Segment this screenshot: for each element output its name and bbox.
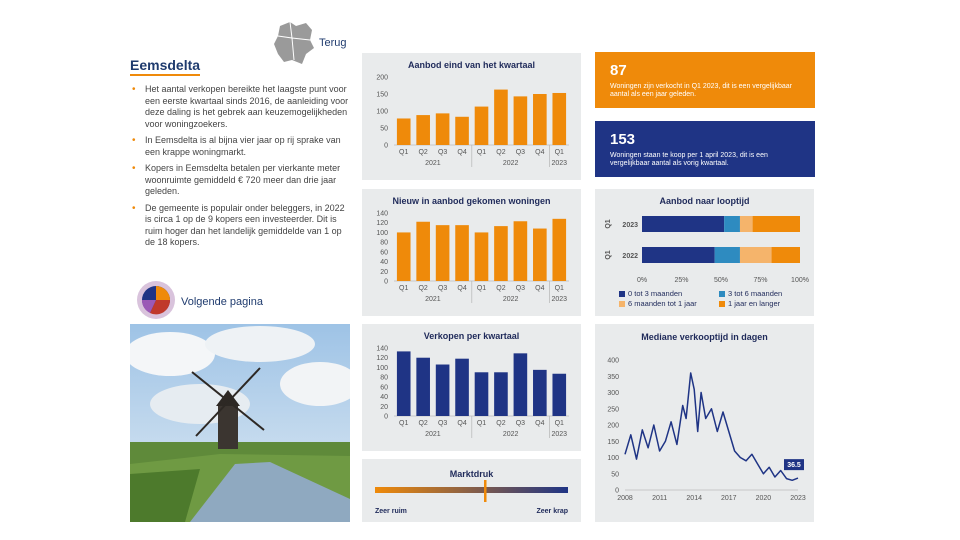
bar bbox=[514, 353, 528, 416]
year-label: 2021 bbox=[425, 296, 441, 303]
x-tick-label: 2020 bbox=[755, 495, 772, 502]
chart-title: Mediane verkooptijd in dagen bbox=[641, 332, 768, 342]
y-tick-label: 0 bbox=[384, 413, 388, 421]
last-value-label: 36.5 bbox=[787, 462, 801, 470]
bar bbox=[397, 351, 411, 416]
sale-time-line-chart bbox=[595, 324, 814, 522]
y-tick-label: 250 bbox=[607, 406, 619, 414]
x-tick-label: Q2 bbox=[496, 149, 506, 156]
x-tick-label: 2011 bbox=[652, 495, 668, 502]
stacked-bar-segment bbox=[642, 216, 724, 232]
x-tick-label: 25% bbox=[674, 277, 689, 284]
year-label: 2023 bbox=[551, 160, 568, 167]
x-tick-label: 100% bbox=[791, 277, 809, 284]
y-tick-label: 0 bbox=[615, 487, 619, 495]
sale-time-chart-panel bbox=[595, 324, 814, 522]
x-tick-label: 50% bbox=[713, 277, 729, 284]
stacked-bar-segment bbox=[740, 216, 753, 232]
y-tick-label: 120 bbox=[376, 220, 388, 228]
y-tick-label: 50 bbox=[380, 125, 388, 133]
legend-item: 1 jaar en langer bbox=[719, 299, 780, 308]
x-tick-label: Q1 bbox=[476, 149, 487, 156]
bar bbox=[475, 372, 489, 416]
duration-chart-panel bbox=[595, 189, 814, 316]
stacked-bar-segment bbox=[715, 247, 740, 263]
summary-bullet: • De gemeente is populair onder beleggers, in 2022 is circa 1 op de 9 kopers een investeerder. Dit is ruim hoger dan het landelijk gemiddelde van 1 op de 18 kopers. bbox=[130, 203, 350, 249]
legend-item: 6 maanden tot 1 jaar bbox=[619, 299, 697, 308]
y-tick-label: 20 bbox=[380, 403, 388, 411]
y-tick-label: 100 bbox=[376, 364, 388, 372]
x-tick-label: Q1 bbox=[554, 149, 564, 156]
x-tick-label: Q1 bbox=[554, 420, 564, 427]
bar bbox=[416, 358, 430, 416]
x-tick-label: Q1 bbox=[554, 285, 564, 292]
chart-title: Aanbod eind van het kwartaal bbox=[407, 60, 536, 70]
bar bbox=[514, 221, 528, 281]
x-tick-label: 2017 bbox=[721, 495, 737, 502]
next-page-pie-icon[interactable] bbox=[136, 280, 176, 320]
offer-bar-chart bbox=[362, 53, 581, 180]
bar bbox=[397, 232, 411, 281]
y-tick-label: 150 bbox=[376, 91, 388, 99]
year-label: 2023 bbox=[551, 296, 568, 303]
offer-chart-panel bbox=[362, 53, 581, 180]
new-listings-bar-chart bbox=[362, 189, 581, 316]
bar bbox=[416, 115, 430, 145]
x-tick-label: Q4 bbox=[457, 420, 467, 427]
y-tick-label: 50 bbox=[611, 471, 619, 479]
x-tick-label: 75% bbox=[753, 277, 768, 284]
y-tick-label: 200 bbox=[376, 74, 388, 82]
x-tick-label: Q1 bbox=[476, 285, 487, 292]
next-page-link[interactable]: Volgende pagina bbox=[181, 296, 263, 308]
stacked-bar-segment bbox=[753, 216, 800, 232]
y-tick-label: 100 bbox=[607, 455, 619, 462]
kpi-text: Woningen zijn verkocht in Q1 2023, dit is een vergelijkbaar aantal als een jaar geleden. bbox=[610, 83, 792, 98]
chart-title: Nieuw in aanbod gekomen woningen bbox=[392, 196, 551, 206]
y-tick-label: 40 bbox=[380, 259, 388, 267]
y-tick-label: 350 bbox=[607, 373, 619, 381]
y-tick-label: 400 bbox=[607, 357, 619, 365]
y-tick-label: 60 bbox=[380, 384, 388, 392]
kpi-text: Woningen staan te koop per 1 april 2023, dit is een vergelijkbaar aantal als vorig kwartaal. bbox=[610, 152, 768, 167]
province-map-icon[interactable] bbox=[272, 20, 316, 66]
kpi-value: 87 bbox=[610, 62, 627, 79]
year-label: 2022 bbox=[502, 160, 519, 167]
bar bbox=[552, 219, 566, 281]
year-label: 2022 bbox=[502, 431, 519, 438]
kpi-value: 153 bbox=[610, 131, 636, 148]
year-label: 2023 bbox=[551, 431, 568, 438]
y-tick-label: 60 bbox=[380, 249, 388, 257]
x-tick-label: Q3 bbox=[515, 285, 526, 292]
summary-list bbox=[130, 84, 350, 254]
new-listings-chart-panel bbox=[362, 189, 581, 316]
gauge-marker bbox=[484, 480, 487, 502]
x-tick-label: Q2 bbox=[418, 420, 428, 427]
title-underline bbox=[130, 74, 200, 76]
bar bbox=[416, 222, 430, 281]
x-tick-label: Q4 bbox=[457, 149, 467, 156]
sales-chart-panel bbox=[362, 324, 581, 451]
y-tick-label: 140 bbox=[376, 345, 388, 353]
y-tick-label: 80 bbox=[380, 374, 388, 382]
category-label: 2023 bbox=[622, 222, 638, 229]
gauge-min-label: Zeer ruim bbox=[375, 508, 407, 515]
x-tick-label: 2023 bbox=[790, 495, 806, 502]
stacked-bar-segment bbox=[724, 216, 740, 232]
bar bbox=[455, 117, 469, 145]
market-pressure-gauge bbox=[362, 459, 581, 522]
bar bbox=[455, 225, 469, 281]
x-tick-label: Q3 bbox=[515, 420, 526, 427]
bar bbox=[533, 94, 547, 145]
back-link[interactable]: Terug bbox=[319, 37, 347, 49]
x-tick-label: Q3 bbox=[437, 285, 448, 292]
gauge-title: Marktdruk bbox=[449, 469, 494, 479]
x-tick-label: Q3 bbox=[515, 149, 526, 156]
summary-bullet: • Het aantal verkopen bereikte het laagste punt voor een eerste kwartaal sinds 2016, de aanleiding voor deze daling is het gebrek aan keuzemogelijkheden voor woningzoekers. bbox=[130, 84, 350, 130]
y-tick-label: 150 bbox=[607, 438, 619, 446]
x-tick-label: 2008 bbox=[617, 495, 633, 502]
y-tick-label: 120 bbox=[376, 355, 388, 363]
bar bbox=[475, 107, 489, 145]
bar bbox=[494, 90, 508, 145]
x-tick-label: Q4 bbox=[535, 285, 545, 292]
x-tick-label: Q1 bbox=[476, 420, 487, 427]
bar bbox=[494, 372, 508, 416]
chart-title: Aanbod naar looptijd bbox=[659, 196, 750, 206]
market-pressure-panel bbox=[362, 459, 581, 522]
x-tick-label: Q1 bbox=[399, 149, 409, 156]
x-tick-label: Q4 bbox=[535, 149, 545, 156]
gauge-max-label: Zeer krap bbox=[536, 508, 568, 515]
x-tick-label: 2014 bbox=[686, 495, 702, 502]
x-tick-label: Q2 bbox=[418, 285, 428, 292]
x-tick-label: Q2 bbox=[418, 149, 428, 156]
category-label: 2022 bbox=[622, 253, 638, 260]
bar bbox=[436, 225, 450, 281]
y-tick-label: 20 bbox=[380, 268, 388, 276]
group-label: Q1 bbox=[605, 219, 612, 229]
legend-item: 0 tot 3 maanden bbox=[619, 289, 682, 298]
stacked-bar-segment bbox=[772, 247, 800, 263]
x-tick-label: Q2 bbox=[496, 420, 506, 427]
series-line bbox=[625, 373, 798, 480]
bar bbox=[533, 370, 547, 416]
y-tick-label: 200 bbox=[607, 422, 619, 430]
y-tick-label: 0 bbox=[384, 142, 388, 150]
kpi-for-sale bbox=[595, 121, 815, 177]
bar bbox=[494, 226, 508, 281]
year-label: 2021 bbox=[425, 431, 441, 438]
stacked-bar-segment bbox=[740, 247, 772, 263]
stacked-bar-segment bbox=[642, 247, 715, 263]
x-tick-label: Q4 bbox=[535, 420, 545, 427]
x-tick-label: Q1 bbox=[399, 420, 409, 427]
chart-title: Verkopen per kwartaal bbox=[423, 331, 520, 341]
bar bbox=[436, 113, 450, 145]
summary-bullet: • Kopers in Eemsdelta betalen per vierkante meter woonruimte gemiddeld € 720 meer dan drie jaar geleden. bbox=[130, 163, 350, 198]
y-tick-label: 100 bbox=[376, 229, 388, 237]
bar bbox=[455, 359, 469, 416]
gauge-bar bbox=[375, 487, 568, 493]
bar bbox=[552, 93, 566, 145]
sales-bar-chart bbox=[362, 324, 581, 451]
bar bbox=[514, 96, 528, 145]
x-tick-label: Q3 bbox=[437, 149, 448, 156]
bar bbox=[475, 232, 489, 281]
kpi-sales bbox=[595, 52, 815, 108]
bar bbox=[552, 374, 566, 416]
y-tick-label: 300 bbox=[607, 390, 619, 397]
y-tick-label: 100 bbox=[376, 108, 388, 116]
bar bbox=[533, 229, 547, 281]
x-tick-label: Q1 bbox=[399, 285, 409, 292]
x-tick-label: 0% bbox=[636, 277, 648, 284]
x-tick-label: Q3 bbox=[437, 420, 448, 427]
y-tick-label: 0 bbox=[384, 278, 388, 286]
group-label: Q1 bbox=[605, 250, 612, 260]
bar bbox=[436, 365, 450, 416]
y-tick-label: 40 bbox=[380, 394, 388, 402]
summary-bullet: • In Eemsdelta is al bijna vier jaar op rij sprake van een krappe woningmarkt. bbox=[130, 135, 350, 158]
x-tick-label: Q4 bbox=[457, 285, 467, 292]
legend-item: 3 tot 6 maanden bbox=[719, 289, 782, 298]
y-tick-label: 140 bbox=[376, 210, 388, 218]
bar bbox=[397, 118, 411, 145]
year-label: 2021 bbox=[425, 160, 441, 167]
y-tick-label: 80 bbox=[380, 239, 388, 247]
region-title: Eemsdelta bbox=[130, 57, 201, 73]
year-label: 2022 bbox=[502, 296, 519, 303]
windmill-photo bbox=[130, 324, 350, 522]
x-tick-label: Q2 bbox=[496, 285, 506, 292]
